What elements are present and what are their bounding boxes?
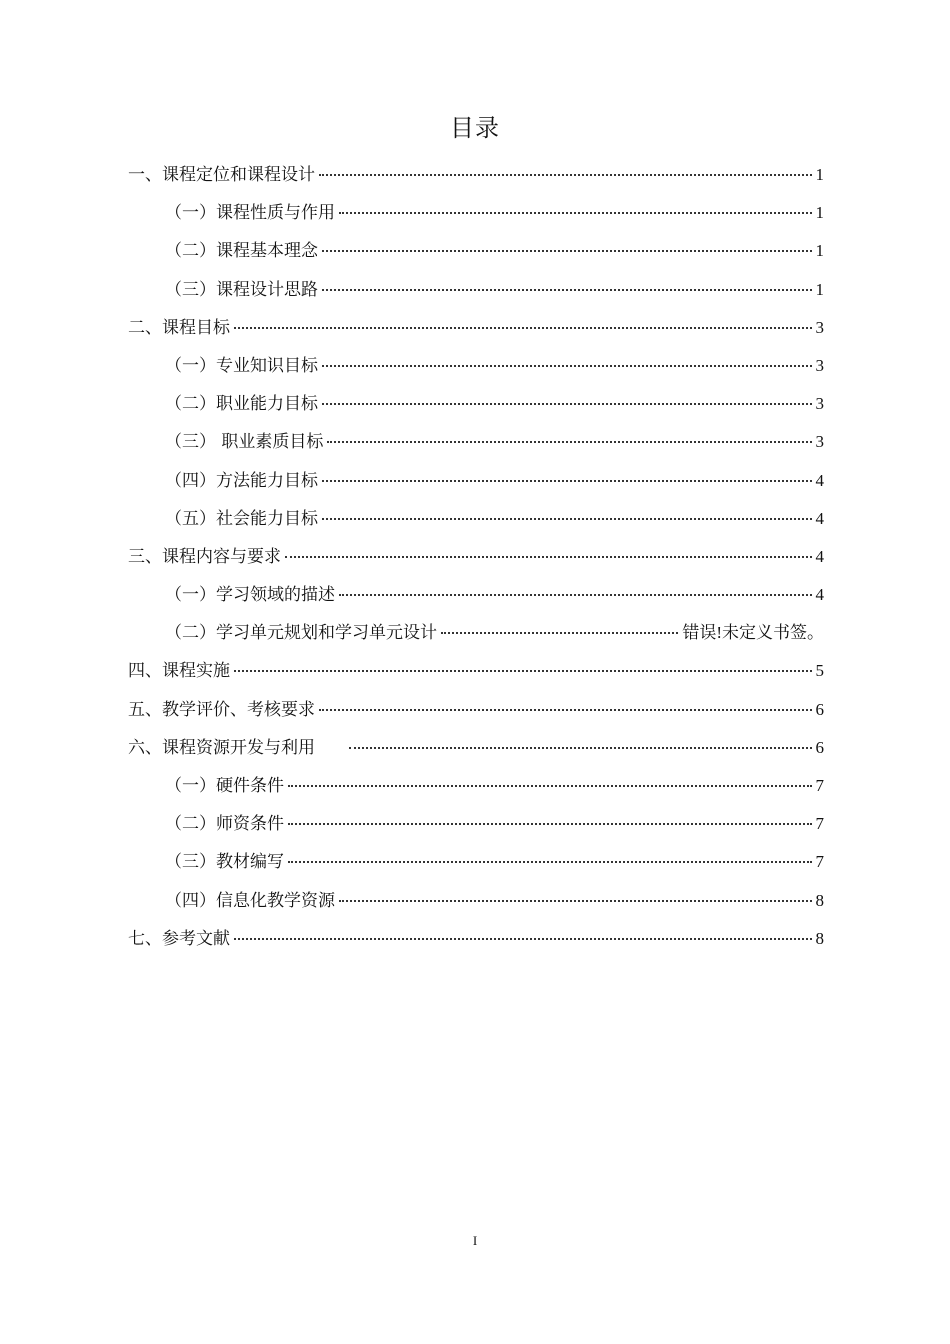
toc-entry[interactable] xyxy=(128,882,824,920)
toc-entry[interactable] xyxy=(128,691,824,729)
toc-entry-page: 1 xyxy=(815,279,824,299)
toc-entry[interactable] xyxy=(128,423,824,461)
toc-entry-label: （四）方法能力目标 xyxy=(165,470,318,491)
toc-dot-leader xyxy=(327,441,811,443)
toc-entry[interactable] xyxy=(128,156,824,194)
toc-entry-label: （二）职业能力目标 xyxy=(165,394,318,415)
toc-entry-label: （二）课程基本理念 xyxy=(165,241,318,262)
toc-entry-page: 6 xyxy=(815,737,824,757)
toc-entry-page: 1 xyxy=(815,203,824,223)
toc-dot-leader xyxy=(288,823,812,825)
toc-entry-label: 五、教学评价、考核要求 xyxy=(128,699,315,720)
toc-entry-label: （三） 职业素质目标 xyxy=(165,432,324,453)
toc-entry-page: 错误!未定义书签。 xyxy=(682,623,824,643)
toc-dot-leader xyxy=(322,250,812,252)
toc-dot-leader xyxy=(234,938,812,940)
toc-dot-leader xyxy=(319,709,812,711)
toc-entry[interactable] xyxy=(128,500,824,538)
toc-dot-leader xyxy=(322,289,812,291)
toc-dot-leader xyxy=(339,212,812,214)
toc-dot-leader xyxy=(234,670,812,672)
toc-dot-leader xyxy=(288,785,812,787)
toc-entry-label: （五）社会能力目标 xyxy=(165,508,318,529)
toc-dot-leader xyxy=(339,900,812,902)
toc-entry-label: （一）课程性质与作用 xyxy=(165,203,335,224)
toc-title: 目录 xyxy=(450,114,500,142)
toc-entry-page: 7 xyxy=(815,814,824,834)
toc-entry-page: 4 xyxy=(815,470,824,490)
toc-entry-label: （一）硬件条件 xyxy=(165,776,284,796)
toc-entry-page: 3 xyxy=(815,432,824,452)
toc-dot-leader xyxy=(322,518,812,520)
toc-dot-leader xyxy=(322,403,812,405)
toc-entry-page: 3 xyxy=(815,317,824,337)
toc-entry[interactable] xyxy=(128,614,824,652)
toc-entry[interactable] xyxy=(128,920,824,958)
toc-entry-page: 1 xyxy=(815,165,824,184)
toc-entry-page: 4 xyxy=(815,508,824,528)
toc-dot-leader xyxy=(285,556,812,558)
toc-entry-label: （一）专业知识目标 xyxy=(165,355,318,376)
toc-entry-page: 7 xyxy=(815,852,824,872)
toc-entry-label: （四）信息化教学资源 xyxy=(165,890,335,911)
toc-entry[interactable] xyxy=(128,271,824,309)
toc-dot-leader xyxy=(339,594,812,596)
toc-entry-label: 七、参考文献 xyxy=(128,928,230,949)
toc-entry-label: 三、课程内容与要求 xyxy=(128,546,281,567)
toc-dot-leader xyxy=(349,747,812,749)
toc-entry-page: 6 xyxy=(815,699,824,719)
toc-entry-page: 8 xyxy=(815,890,824,910)
toc-dot-leader xyxy=(322,480,812,482)
toc-entry[interactable] xyxy=(128,576,824,614)
toc-entry-page: 7 xyxy=(815,776,824,795)
toc-entry-label: （二）师资条件 xyxy=(165,814,284,835)
toc-entry-label: 二、课程目标 xyxy=(128,317,230,338)
toc-entry[interactable] xyxy=(128,194,824,232)
toc-dot-leader xyxy=(234,327,812,329)
toc-entry-label: 四、课程实施 xyxy=(128,661,230,682)
toc-entry[interactable] xyxy=(128,729,824,767)
toc-entry-page: 3 xyxy=(815,394,824,414)
toc-entry-label: （三）教材编写 xyxy=(165,852,284,873)
toc-entry-page: 4 xyxy=(815,585,824,605)
toc-dot-leader xyxy=(441,632,678,634)
toc-entry[interactable] xyxy=(128,385,824,423)
toc-entry-page: 1 xyxy=(815,241,824,261)
toc-entry[interactable] xyxy=(128,232,824,270)
toc-entry[interactable] xyxy=(128,538,824,576)
toc-entry-label: （二）学习单元规划和学习单元设计 xyxy=(165,623,437,644)
toc-entry-label: 一、课程定位和课程设计 xyxy=(128,165,315,185)
toc-entry[interactable] xyxy=(128,767,824,805)
toc-entry-label: （三）课程设计思路 xyxy=(165,279,318,300)
toc-dot-leader xyxy=(322,365,812,367)
toc-entry-page: 5 xyxy=(815,661,824,681)
toc-entry[interactable] xyxy=(128,652,824,690)
page-number-footer: I xyxy=(472,1233,478,1248)
toc-entry-label: 六、课程资源开发与利用 xyxy=(128,737,315,758)
toc-entry-page: 3 xyxy=(815,355,824,375)
toc-entry[interactable] xyxy=(128,347,824,385)
toc-entry[interactable] xyxy=(128,805,824,843)
toc-dot-leader xyxy=(319,174,812,176)
toc-dot-leader xyxy=(288,861,812,863)
toc-entry-label: （一）学习领域的描述 xyxy=(165,585,335,606)
toc-entry[interactable] xyxy=(128,309,824,347)
toc-list xyxy=(128,156,824,958)
toc-entry-page: 8 xyxy=(815,928,824,948)
toc-entry[interactable] xyxy=(128,462,824,500)
toc-entry[interactable] xyxy=(128,843,824,881)
toc-entry-page: 4 xyxy=(815,546,824,566)
